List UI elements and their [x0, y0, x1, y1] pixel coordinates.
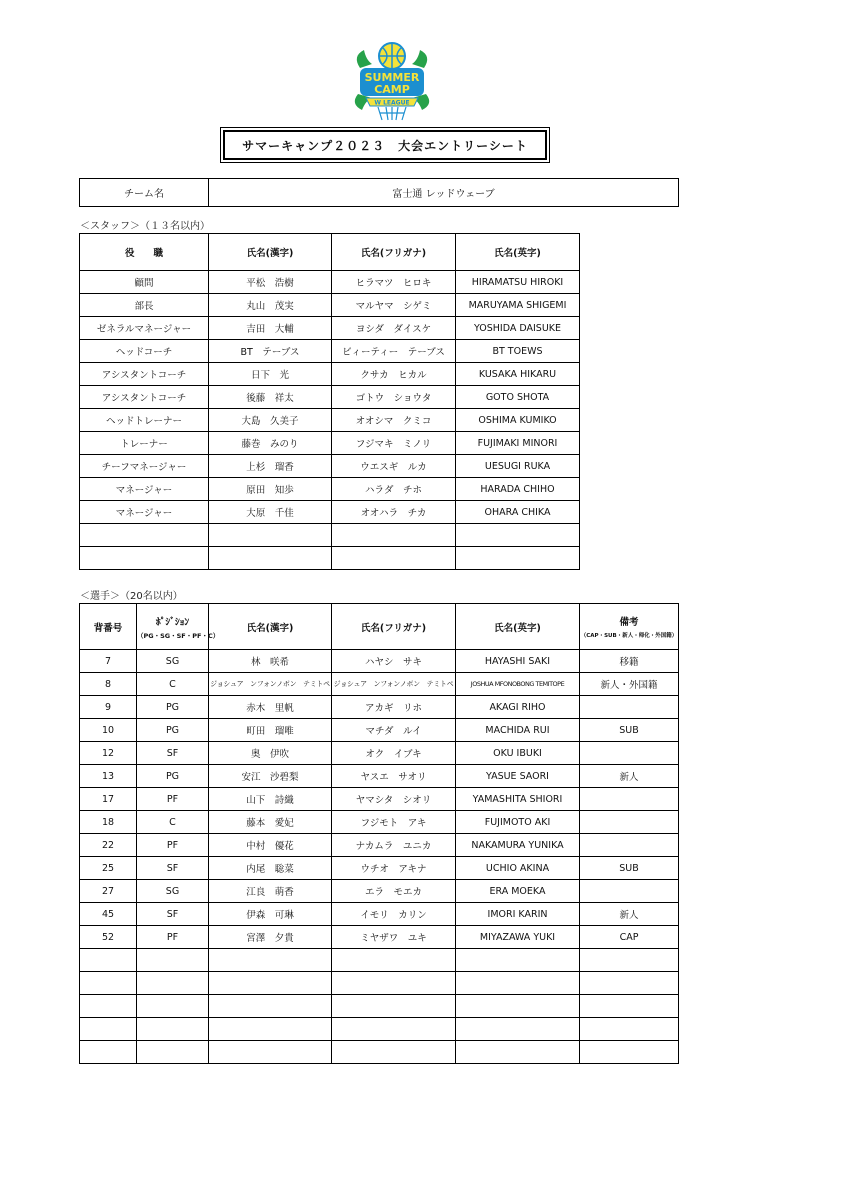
- position-cell[interactable]: PG: [137, 719, 209, 742]
- position-cell[interactable]: PF: [137, 788, 209, 811]
- name-english-cell[interactable]: [456, 1041, 580, 1064]
- position-cell[interactable]: C: [137, 811, 209, 834]
- remarks-cell[interactable]: [580, 788, 679, 811]
- player-row: [80, 903, 679, 926]
- position-cell[interactable]: SF: [137, 857, 209, 880]
- name-furigana-cell[interactable]: アカギ リホ: [332, 696, 456, 719]
- staff-row: [80, 501, 580, 524]
- staff-row: [80, 363, 580, 386]
- name-english-cell[interactable]: YOSHIDA DAISUKE: [456, 317, 580, 340]
- name-english-cell[interactable]: [456, 547, 580, 570]
- remarks-cell[interactable]: [580, 1041, 679, 1064]
- player-rows: [80, 650, 679, 1064]
- name-furigana-cell[interactable]: [332, 972, 456, 995]
- name-english-cell[interactable]: [456, 524, 580, 547]
- name-english-cell[interactable]: HIRAMATSU HIROKI: [456, 271, 580, 294]
- staff-caption: ＜スタッフ＞（１３名以内）: [80, 221, 210, 232]
- name-kanji-cell[interactable]: 江良 萌香: [209, 880, 332, 903]
- name-english-cell[interactable]: MACHIDA RUI: [456, 719, 580, 742]
- name-kanji-cell[interactable]: 安江 沙碧梨: [209, 765, 332, 788]
- name-english-cell[interactable]: [456, 972, 580, 995]
- name-furigana-cell[interactable]: エラ モエカ: [332, 880, 456, 903]
- number-cell[interactable]: 18: [80, 811, 137, 834]
- remarks-cell[interactable]: SUB: [580, 719, 679, 742]
- position-cell[interactable]: PG: [137, 696, 209, 719]
- name-english-cell[interactable]: [456, 1018, 580, 1041]
- name-kanji-cell[interactable]: [209, 524, 332, 547]
- staff-rows: [80, 271, 580, 570]
- team-label: チーム名: [80, 179, 209, 207]
- player-row: [80, 811, 679, 834]
- name-furigana-cell[interactable]: マルヤマ シゲミ: [332, 294, 456, 317]
- header-name-kanji: 氏名(漢字): [209, 234, 332, 271]
- number-cell[interactable]: [80, 1041, 137, 1064]
- name-kanji-cell[interactable]: 藤巻 みのり: [209, 432, 332, 455]
- header-position: [137, 604, 220, 650]
- role-cell[interactable]: [80, 547, 209, 570]
- name-kanji-cell[interactable]: 大原 千佳: [209, 501, 332, 524]
- name-furigana-cell[interactable]: ジョシュア ンフォンノボン テミトペ: [332, 673, 456, 696]
- svg-text:CAMP: CAMP: [374, 83, 410, 96]
- player-row: [80, 972, 679, 995]
- name-english-cell[interactable]: NAKAMURA YUNIKA: [456, 834, 580, 857]
- staff-row: [80, 547, 580, 570]
- header-number: 背番号: [80, 604, 137, 650]
- name-kanji-cell[interactable]: [209, 1018, 332, 1041]
- name-kanji-cell[interactable]: 日下 光: [209, 363, 332, 386]
- name-english-cell[interactable]: HAYASHI SAKI: [456, 650, 580, 673]
- name-english-cell[interactable]: OKU IBUKI: [456, 742, 580, 765]
- name-kanji-cell[interactable]: 吉田 大輔: [209, 317, 332, 340]
- name-furigana-cell[interactable]: ミヤザワ ユキ: [332, 926, 456, 949]
- name-furigana-cell[interactable]: ヨシダ ダイスケ: [332, 317, 456, 340]
- name-english-cell[interactable]: OHARA CHIKA: [456, 501, 580, 524]
- player-row: [80, 696, 679, 719]
- position-cell[interactable]: SG: [137, 880, 209, 903]
- name-kanji-cell[interactable]: [209, 972, 332, 995]
- staff-row: [80, 409, 580, 432]
- name-english-cell[interactable]: AKAGI RIHO: [456, 696, 580, 719]
- staff-header-row: [80, 234, 580, 271]
- name-furigana-cell[interactable]: イモリ カリン: [332, 903, 456, 926]
- header-role: 役 職: [80, 234, 209, 271]
- number-cell[interactable]: 13: [80, 765, 137, 788]
- header-remarks: [580, 604, 679, 650]
- name-furigana-cell[interactable]: フジマキ ミノリ: [332, 432, 456, 455]
- name-furigana-cell[interactable]: ゴトウ ショウタ: [332, 386, 456, 409]
- number-cell[interactable]: 25: [80, 857, 137, 880]
- name-kanji-cell[interactable]: 宮澤 夕貴: [209, 926, 332, 949]
- role-cell[interactable]: マネージャー: [80, 501, 209, 524]
- player-header-row: [80, 604, 679, 650]
- name-furigana-cell[interactable]: [332, 1018, 456, 1041]
- staff-row: [80, 455, 580, 478]
- number-cell[interactable]: [80, 1018, 137, 1041]
- name-furigana-cell[interactable]: [332, 524, 456, 547]
- remarks-cell[interactable]: 新人: [580, 765, 679, 788]
- name-english-cell[interactable]: FUJIMOTO AKI: [456, 811, 580, 834]
- staff-row: [80, 524, 580, 547]
- number-cell[interactable]: 9: [80, 696, 137, 719]
- role-cell[interactable]: ヘッドトレーナー: [80, 409, 209, 432]
- number-cell[interactable]: 10: [80, 719, 137, 742]
- remarks-cell[interactable]: [580, 972, 679, 995]
- name-furigana-cell[interactable]: ヤマシタ シオリ: [332, 788, 456, 811]
- name-kanji-cell[interactable]: [209, 949, 332, 972]
- name-furigana-cell[interactable]: ヤスエ サオリ: [332, 765, 456, 788]
- name-english-cell[interactable]: BT TOEWS: [456, 340, 580, 363]
- name-english-cell[interactable]: MARUYAMA SHIGEMI: [456, 294, 580, 317]
- name-kanji-cell[interactable]: 後藤 祥太: [209, 386, 332, 409]
- position-cell[interactable]: SF: [137, 742, 209, 765]
- staff-row: [80, 386, 580, 409]
- name-furigana-cell[interactable]: ウチオ アキナ: [332, 857, 456, 880]
- remarks-cell[interactable]: 新人・外国籍: [580, 673, 679, 696]
- number-cell[interactable]: [80, 995, 137, 1018]
- number-cell[interactable]: 17: [80, 788, 137, 811]
- name-kanji-cell[interactable]: [209, 1041, 332, 1064]
- number-cell[interactable]: [80, 949, 137, 972]
- number-cell[interactable]: 12: [80, 742, 137, 765]
- name-english-cell[interactable]: MIYAZAWA YUKI: [456, 926, 580, 949]
- player-row: [80, 1041, 679, 1064]
- name-kanji-cell[interactable]: 大島 久美子: [209, 409, 332, 432]
- player-row: [80, 857, 679, 880]
- position-cell[interactable]: [137, 1041, 209, 1064]
- name-kanji-cell[interactable]: 内尾 聡菜: [209, 857, 332, 880]
- name-furigana-cell[interactable]: オオハラ チカ: [332, 501, 456, 524]
- name-english-cell[interactable]: FUJIMAKI MINORI: [456, 432, 580, 455]
- team-name-field[interactable]: 富士通 レッドウェーブ: [209, 179, 679, 207]
- name-furigana-cell[interactable]: ウエスギ ルカ: [332, 455, 456, 478]
- number-cell[interactable]: 45: [80, 903, 137, 926]
- player-row: [80, 949, 679, 972]
- name-furigana-cell[interactable]: ハヤシ サキ: [332, 650, 456, 673]
- remarks-cell[interactable]: [580, 995, 679, 1018]
- entry-sheet-title: [223, 130, 547, 160]
- player-row: [80, 650, 679, 673]
- name-kanji-cell[interactable]: 丸山 茂実: [209, 294, 332, 317]
- number-cell[interactable]: 27: [80, 880, 137, 903]
- name-kanji-cell[interactable]: 上杉 瑠香: [209, 455, 332, 478]
- position-cell[interactable]: PF: [137, 834, 209, 857]
- remarks-cell[interactable]: [580, 949, 679, 972]
- position-cell[interactable]: [137, 972, 209, 995]
- remarks-cell[interactable]: [580, 834, 679, 857]
- name-english-cell[interactable]: [456, 949, 580, 972]
- name-english-cell[interactable]: UCHIO AKINA: [456, 857, 580, 880]
- name-kanji-cell[interactable]: 山下 詩織: [209, 788, 332, 811]
- position-cell[interactable]: SG: [137, 650, 209, 673]
- position-cell[interactable]: PG: [137, 765, 209, 788]
- name-kanji-cell[interactable]: ジョシュア ンフォンノボン テミトペ: [209, 673, 332, 696]
- number-cell[interactable]: 8: [80, 673, 137, 696]
- role-cell[interactable]: チーフマネージャー: [80, 455, 209, 478]
- role-cell[interactable]: 顧問: [80, 271, 209, 294]
- header-name-kanji: 氏名(漢字): [209, 604, 332, 650]
- player-row: [80, 742, 679, 765]
- player-row: [80, 1018, 679, 1041]
- remarks-cell[interactable]: [580, 1018, 679, 1041]
- header-name-furigana: 氏名(フリガナ): [332, 234, 456, 271]
- role-cell[interactable]: [80, 524, 209, 547]
- remarks-cell[interactable]: 新人: [580, 903, 679, 926]
- position-cell[interactable]: [137, 1018, 209, 1041]
- player-row: [80, 880, 679, 903]
- name-kanji-cell[interactable]: 原田 知歩: [209, 478, 332, 501]
- role-cell[interactable]: ゼネラルマネージャー: [80, 317, 209, 340]
- staff-row: [80, 294, 580, 317]
- name-kanji-cell[interactable]: [209, 547, 332, 570]
- role-cell[interactable]: マネージャー: [80, 478, 209, 501]
- player-row: [80, 719, 679, 742]
- name-furigana-cell[interactable]: マチダ ルイ: [332, 719, 456, 742]
- name-english-cell[interactable]: YAMASHITA SHIORI: [456, 788, 580, 811]
- name-furigana-cell[interactable]: クサカ ヒカル: [332, 363, 456, 386]
- player-row: [80, 788, 679, 811]
- name-furigana-cell[interactable]: ビィーティー テーブス: [332, 340, 456, 363]
- name-kanji-cell[interactable]: 奥 伊吹: [209, 742, 332, 765]
- staff-table: [79, 233, 580, 570]
- name-kanji-cell[interactable]: 平松 浩樹: [209, 271, 332, 294]
- position-cell[interactable]: C: [137, 673, 209, 696]
- role-cell[interactable]: アシスタントコーチ: [80, 386, 209, 409]
- name-english-cell[interactable]: IMORI KARIN: [456, 903, 580, 926]
- remarks-cell[interactable]: 移籍: [580, 650, 679, 673]
- name-english-cell[interactable]: HARADA CHIHO: [456, 478, 580, 501]
- name-kanji-cell[interactable]: 中村 優花: [209, 834, 332, 857]
- name-english-cell[interactable]: GOTO SHOTA: [456, 386, 580, 409]
- name-furigana-cell[interactable]: [332, 995, 456, 1018]
- header-position-note: （PG・SG・SF・PF・C）: [137, 631, 220, 640]
- remarks-cell[interactable]: [580, 696, 679, 719]
- position-cell[interactable]: [137, 995, 209, 1018]
- name-english-cell[interactable]: ERA MOEKA: [456, 880, 580, 903]
- header-name-english: 氏名(英字): [456, 234, 580, 271]
- name-kanji-cell[interactable]: [209, 995, 332, 1018]
- header-remarks-label: 備考: [619, 617, 639, 628]
- svg-text:W LEAGUE: W LEAGUE: [374, 99, 410, 107]
- number-cell[interactable]: 22: [80, 834, 137, 857]
- name-furigana-cell[interactable]: オオシマ クミコ: [332, 409, 456, 432]
- name-furigana-cell[interactable]: [332, 1041, 456, 1064]
- number-cell[interactable]: [80, 972, 137, 995]
- player-table: [79, 603, 679, 1064]
- name-english-cell[interactable]: UESUGI RUKA: [456, 455, 580, 478]
- remarks-cell[interactable]: [580, 811, 679, 834]
- name-kanji-cell[interactable]: 藤本 愛妃: [209, 811, 332, 834]
- player-row: [80, 926, 679, 949]
- role-cell[interactable]: トレーナー: [80, 432, 209, 455]
- player-row: [80, 995, 679, 1018]
- team-table: [79, 178, 679, 207]
- name-kanji-cell[interactable]: 町田 瑠唯: [209, 719, 332, 742]
- staff-row: [80, 340, 580, 363]
- number-cell[interactable]: 7: [80, 650, 137, 673]
- player-row: [80, 673, 679, 696]
- svg-text:SUMMER: SUMMER: [364, 71, 420, 84]
- remarks-cell[interactable]: [580, 880, 679, 903]
- name-furigana-cell[interactable]: [332, 949, 456, 972]
- staff-row: [80, 478, 580, 501]
- player-row: [80, 834, 679, 857]
- number-cell[interactable]: 52: [80, 926, 137, 949]
- name-kanji-cell[interactable]: BT テーブス: [209, 340, 332, 363]
- name-kanji-cell[interactable]: 伊森 可琳: [209, 903, 332, 926]
- name-kanji-cell[interactable]: 赤木 里帆: [209, 696, 332, 719]
- name-furigana-cell[interactable]: オク イブキ: [332, 742, 456, 765]
- page-title: サマーキャンプ２０２３ 大会エントリーシート: [242, 138, 528, 153]
- remarks-cell[interactable]: SUB: [580, 857, 679, 880]
- staff-row: [80, 317, 580, 340]
- team-row: [80, 179, 679, 207]
- name-kanji-cell[interactable]: 林 咲希: [209, 650, 332, 673]
- position-cell[interactable]: PF: [137, 926, 209, 949]
- position-cell[interactable]: SF: [137, 903, 209, 926]
- name-english-cell[interactable]: JOSHUA MFONOBONG TEMITOPE: [456, 673, 580, 696]
- name-furigana-cell[interactable]: [332, 547, 456, 570]
- name-furigana-cell[interactable]: ナカムラ ユニカ: [332, 834, 456, 857]
- player-caption: ＜選手＞（20名以内）: [80, 591, 183, 602]
- header-remarks-note: （CAP・SUB・新人・帰化・外国籍）: [580, 633, 678, 639]
- remarks-cell[interactable]: [580, 742, 679, 765]
- name-english-cell[interactable]: YASUE SAORI: [456, 765, 580, 788]
- name-english-cell[interactable]: [456, 995, 580, 1018]
- header-name-furigana: 氏名(フリガナ): [332, 604, 456, 650]
- header-name-english: 氏名(英字): [456, 604, 580, 650]
- position-cell[interactable]: [137, 949, 209, 972]
- role-cell[interactable]: ヘッドコーチ: [80, 340, 209, 363]
- name-furigana-cell[interactable]: ヒラマツ ヒロキ: [332, 271, 456, 294]
- name-furigana-cell[interactable]: ハラダ チホ: [332, 478, 456, 501]
- name-english-cell[interactable]: KUSAKA HIKARU: [456, 363, 580, 386]
- staff-row: [80, 432, 580, 455]
- role-cell[interactable]: 部長: [80, 294, 209, 317]
- summer-camp-logo: [350, 38, 434, 122]
- header-position-label: ﾎﾟｼﾞｼｮﾝ: [155, 616, 190, 628]
- name-furigana-cell[interactable]: フジモト アキ: [332, 811, 456, 834]
- name-english-cell[interactable]: OSHIMA KUMIKO: [456, 409, 580, 432]
- staff-row: [80, 271, 580, 294]
- role-cell[interactable]: アシスタントコーチ: [80, 363, 209, 386]
- player-row: [80, 765, 679, 788]
- remarks-cell[interactable]: CAP: [580, 926, 679, 949]
